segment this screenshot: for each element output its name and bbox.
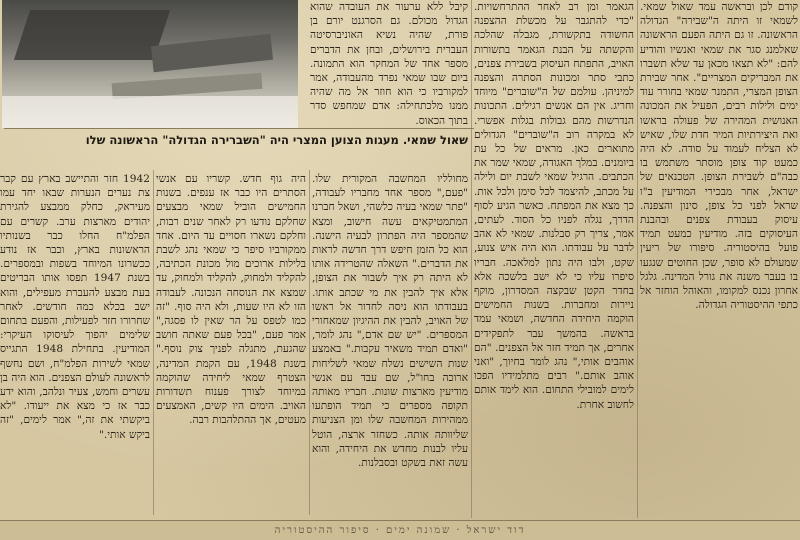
column-rule [471,0,472,518]
page-footer: דוד ישראל · שמונה ימים · סיפור ההיסטוריה [0,520,800,540]
column-text: הגאמר ומן רב לאחר ההתרחשויות. "כדי להתגבר על מכשלת ההצפנה החשודה בתקשורת, מגבלה שהלכה והקשתה על הבנת הגאמר בתשורות האויב, התפתח העיסוק בשבירת צפנים, כתבי סתר ומכונות הסתרה והצפנה למיניהן. עולמם של ה"שוברים" מיוחד וחריג. אין הם אנשים רגילים. התכונות הנדרשות מהם גבולות בגלות אפשרי. לא במקרה רוב ה"שוברים" הגדולים מתוארים כאן. מראים של כל עת ביומנים. במלך האגודה, שמאי שמר את הכתבים. הרגיל שמאי לשבת יום ולילה על מכתב, להיצמד לכל סימן ולכל אות. כך מצא את המפתח. כאשר הגיע לסוף הדרך, נגלה לפניו כל הסוד. לעתים, אמר, צריך רק סבלנות. שמאי לא אהב לדבר על עבודתו. הוא היה איש צנוע, שקט, ולבו היה נתון למלאכה. חבריו סיפרו עליו כי לא ישב בלשכה אלא בחדר הקטן שבקצה המסדרון, מוקף ניירות ומחברות. בשנות החמישים הוקמה היחידה החדשה, ושמאי עמד בראשה. בהמשך עבר לתפקידים אחרים, אך תמיד חזר אל הצפנים. "הם אוהבים אותי," נהג לומר בחיוך, "ואני אוהב אותם." רבים מתלמידיו הפכו לימים למובילי התחום. הוא לימד אותם לחשוב אחרת. [474,1,634,411]
photo-light-shape [2,96,298,128]
column-text: 1942 חזר והתיישב בארץ עם קבר צת נערים הנערות שבאו יחד עמו מעיראק, כחלק ממבצע להגירת יהודים מארצות ערב. קשרים עם הפלמ"ח החלו כבר בשנותיו הראשונות בארץ, וכבר אז נודע ככשרונו המיוחד בשפות ובמספרים. בשנת 1947 תפסו אותו הבריטים בעת מבצע להעברת מעפילים, והוא ישב בכלא כמה חודשים. לאחר שחרורו חזר לפעילות, והפעם בתחום שלימים יהפוך לעיסוקו העיקרי: המודיעין. בתחילת 1948 התגייס שמאי לשירות הפלמ"ח, ושם נחשף לראשונה לעולם הצפנים. הוא היה בן עשרים וחמש, צעיר ונלהב, והוא ידע כבר אז כי מצא את ייעודו. "לא ביקשתי את זה," אמר לימים, "זה ביקש אותי." [0,173,150,441]
photo-dark-shape [151,34,273,72]
article-column-4 [156,172,306,518]
article-column-2 [474,0,634,520]
photo-caption: שאול שמאי. מעגות הצוען המצרי היה "השברירה הגדולה" הראשונה שלו [4,128,474,168]
article-column-1 [640,0,798,520]
article-column-3 [312,172,468,518]
column-text: קיבל ללא ערעור את העובדה שהוא הגדול מכולם. גם הסרגנט יורם בן פורת, שהיה נשיא האוניברסיטה העברית בירושלים, ובחן את הדברים מספר אחד של המחקר הוא התמונה. ביום שבו שמאי נפרד מהעבודה, אמר למקורביו כי הוא חוזר אל מה שהיה ממנו מלכתחילה: אדם שמחפש סדר בתוך הכאוס. [310,1,468,127]
article-column-5 [0,172,150,518]
column-text: מחולליו המחשבה המקורית שלו. "פעם," מספר אחד מחבריו לעבודה, "פתר שמאי בעיה כלשהי, ושאל חברנו המתמטיקאים עשה חישוב, ומצא שהמספר היה הפתרון לבעיה הישנה. הוא כל הזמן חיפש דרך חדשה לראות את הדברים." השאלה שהטרידה אותו לא היתה רק איך לשבור את הצופן, אלא איך להבין את מי שכתב אותו. בעבודתו הוא ניסה לחדור אל ראשו של האויב, להבין את ההיגיון שמאחורי המספרים. "יש שם אדם," נהג לומר, "ואדם תמיד משאיר עקבות." באמצע שנות השישים נשלח שמאי לשליחות ארוכה בחו"ל, שם עבד עם אנשי מודיעין מארצות שונות. חבריו מאותה תקופה מספרים כי תמיד הופתעו ממהירות המחשבה שלו ומן הצניעות שליוותה אותה. כשחזר ארצה, הוטל עליו לבנות מחדש את היחידה, והוא עשה זאת בשקט ובסבלנות. [312,173,468,470]
column-rule [637,0,638,518]
photo-shadow-shape [14,10,170,60]
column-text: היה גוף חדש. קשריו עם אנשי הסתרים היו כבר אז ענפים. בשנות החמישים הוביל שמאי מבצעים שחלקם נודעו רק לאחר שנים רבות, וחלקם נשארו חסויים עד היום. אחד ממקורביו סיפר כי שמאי נהג לשבת בלילות ארוכים מול מכונת הכתיבה, להקליד ולמחוק, להקליד ולמחוק, עד שמצא את הנוסחה הנכונה. לעבודה הזו לא היו שעות, ולא היה סוף. "זה כמו לטפס על הר שאין לו פסגה," אמר פעם, "בכל פעם שאתה חושב שהגעת, מתגלה לפניך צוק נוסף." בשנת 1948, עם הקמת המדינה, הצטרף שמאי ליחידה שהוקמה במיוחד לצורך פענוח תשדורות האויב. הימים היו קשים, האמצעים מעטים, אך ההתלהבות רבה. [156,173,306,427]
article-column-3-top [310,0,468,128]
column-rule [309,170,310,515]
column-text: קודם לכן ובראשה עמד שאול שמאי. לשמאי זו היתה ה"שבירה" הגדולה הראשונה. זו גם היתה הפעם הראשונה שאלמנג סגר את שמאי ואנשיו והודיע להם: "לא תצאו מכאן עד שלא תשברו את המבריקים המצריים". אחר שבירת הצופן המצרי, התמנר שמאי בחורר עוד ימים ולילות רבים, הפעיל את המכונה האנושית המהירה של פעולה בראשו ואת היצירתיות המיר חדת שלו, שאיש לא הצליח לעמוד על סודה. לא היה כמעט קוד צופן מוסתר משתמש בו כבה"ם לשבירת הצופן. הטכנאים של ישראל, אחר מבכירי המודיעין ב"ו שראל לפני כל צופן, סינון והצפנה. עיסוק בעבודת צפנים ובהבנת העיסוקים בזה. מודיעין כמעט תמיד פועל בהיסטוריה. סיפורו של ריעין שמעולם לא סופר, שכן החוטים שנגעו בו בעבר משנה את גורל המדינה. גלגל אחרון נכנס למקומו, והאוהל הוחזר אל כתפי ההיסטוריה הגדולה. [640,1,798,312]
column-rule [153,170,154,515]
article-photo [2,0,298,128]
